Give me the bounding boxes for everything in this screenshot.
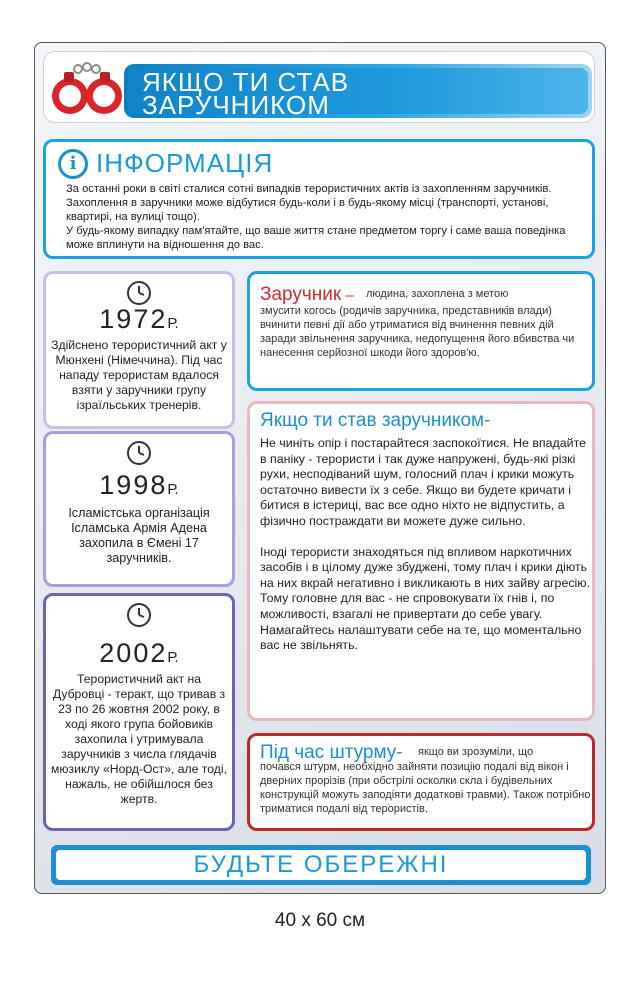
timeline-card-2002 [43,593,235,831]
page-title [142,67,582,120]
title-line-1: ЯКЩО ТИ СТАВ [142,67,350,97]
year-label: 1998Р. [99,470,179,500]
if-you-paragraph-3: Намагайтесь налаштувати себе на те, що моментально вас не звільнять. [260,622,582,653]
assault-text: почався штурм, необхідно зайняти позицію подалі від вікон і дверних прорізів (при обстрілі осколки скла і будівельних конструкцій можуть заподіяти додаткові травми). Також потрібно триматися подалі від терористів. [260,761,591,815]
hostage-title: Заручник – [260,284,354,305]
clock-icon [126,280,152,306]
info-text [66,182,586,252]
timeline-text: Терористичний акт на Дубровці - теракт, що тривав з 23 по 26 жовтня 2002 року, в ході якого група бойовиків захопила і утримувала заручників з числа глядачів мюзиклу «Норд-Ост», але тоді, нажаль, не обійшлося без жертв. [51,672,227,806]
info-title: ІНФОРМАЦІЯ [96,148,274,178]
timeline-text: Здійснено терористичний акт у Мюнхені (Німеччина). Під час нападу терористам вдалося взяти у заручники групу ізраїльських тренерів. [51,338,227,412]
year-label: 1972Р. [99,304,179,334]
timeline-card-1972 [43,271,235,429]
header [43,51,595,123]
assault-text-start: якщо ви зрозуміли, що [418,746,534,758]
if-you-card [247,401,595,721]
timeline-text: Ісламістська організація Ісламська Армія Адена захопила в Ємені 17 заручників. [68,506,210,565]
footer-banner [51,845,591,885]
clock-icon [126,440,152,466]
poster [34,42,606,894]
info-box [43,139,595,259]
info-paragraph-2: У будь-якому випадку пам'ятайте, що ваше життя стане предметом торгу і саме ваша поведінка може вплинути на відношення до вас. [66,225,566,251]
if-you-text [260,436,592,654]
hostage-definition-start: людина, захоплена з метою [366,288,509,300]
assault-title: Під час штурму- [260,742,403,763]
clock-icon [126,602,152,628]
title-line-2: ЗАРУЧНИКОМ [142,90,330,120]
info-icon: i [58,149,88,179]
hostage-definition-card [247,271,595,391]
footer-text: БУДЬТЕ ОБЕРЕЖНІ [56,850,586,880]
handcuffs-icon [50,60,124,118]
if-you-title: Якщо ти став заручником- [260,410,491,431]
hostage-definition-text: змусити когось (родичів заручника, представників влади) вчинити певні дії або утриматися від вчинення певних дій заради звільнення заручника, недопущення його вбивства чи нанесення серйозної шкоди його здоров'ю. [260,305,575,359]
if-you-paragraph-1: Не чиніть опір і постарайтеся заспокоїтися. Не впадайте в паніку - терористи і так дуже напружені, будь-які різкі рухи, несподіваний шум, голосний плач і крики можуть остаточно вивести їх з себе. Якщо ви будете кричати і битися в істериці, вас все одно ніхто не відпустить, а фізично постраждати ви можете дуже сильно. [260,436,586,528]
if-you-paragraph-2: Іноді терористи знаходяться під впливом наркотичних засобів і в цілому дуже збуджені, тому плач і крики діють на них вкрай негативно і викликають в них зайву агресію. Тому головне для вас - не спровокувати їх гнів і, по можливості, взагалі не привертати до себе увагу. [260,544,591,621]
timeline-card-1998 [43,431,235,587]
header-banner [124,64,592,118]
assault-card [247,733,595,831]
info-paragraph-1: За останні роки в світі сталися сотні випадків терористичних актів із захопленням заручників. Захоплення в заручники може відбутися будь-коли і в будь-якому місці (транспорті, установі, квартирі, на вулиці тощо). [66,183,552,223]
size-label: 40 х 60 см [274,910,366,931]
year-label: 2002Р. [99,638,179,668]
